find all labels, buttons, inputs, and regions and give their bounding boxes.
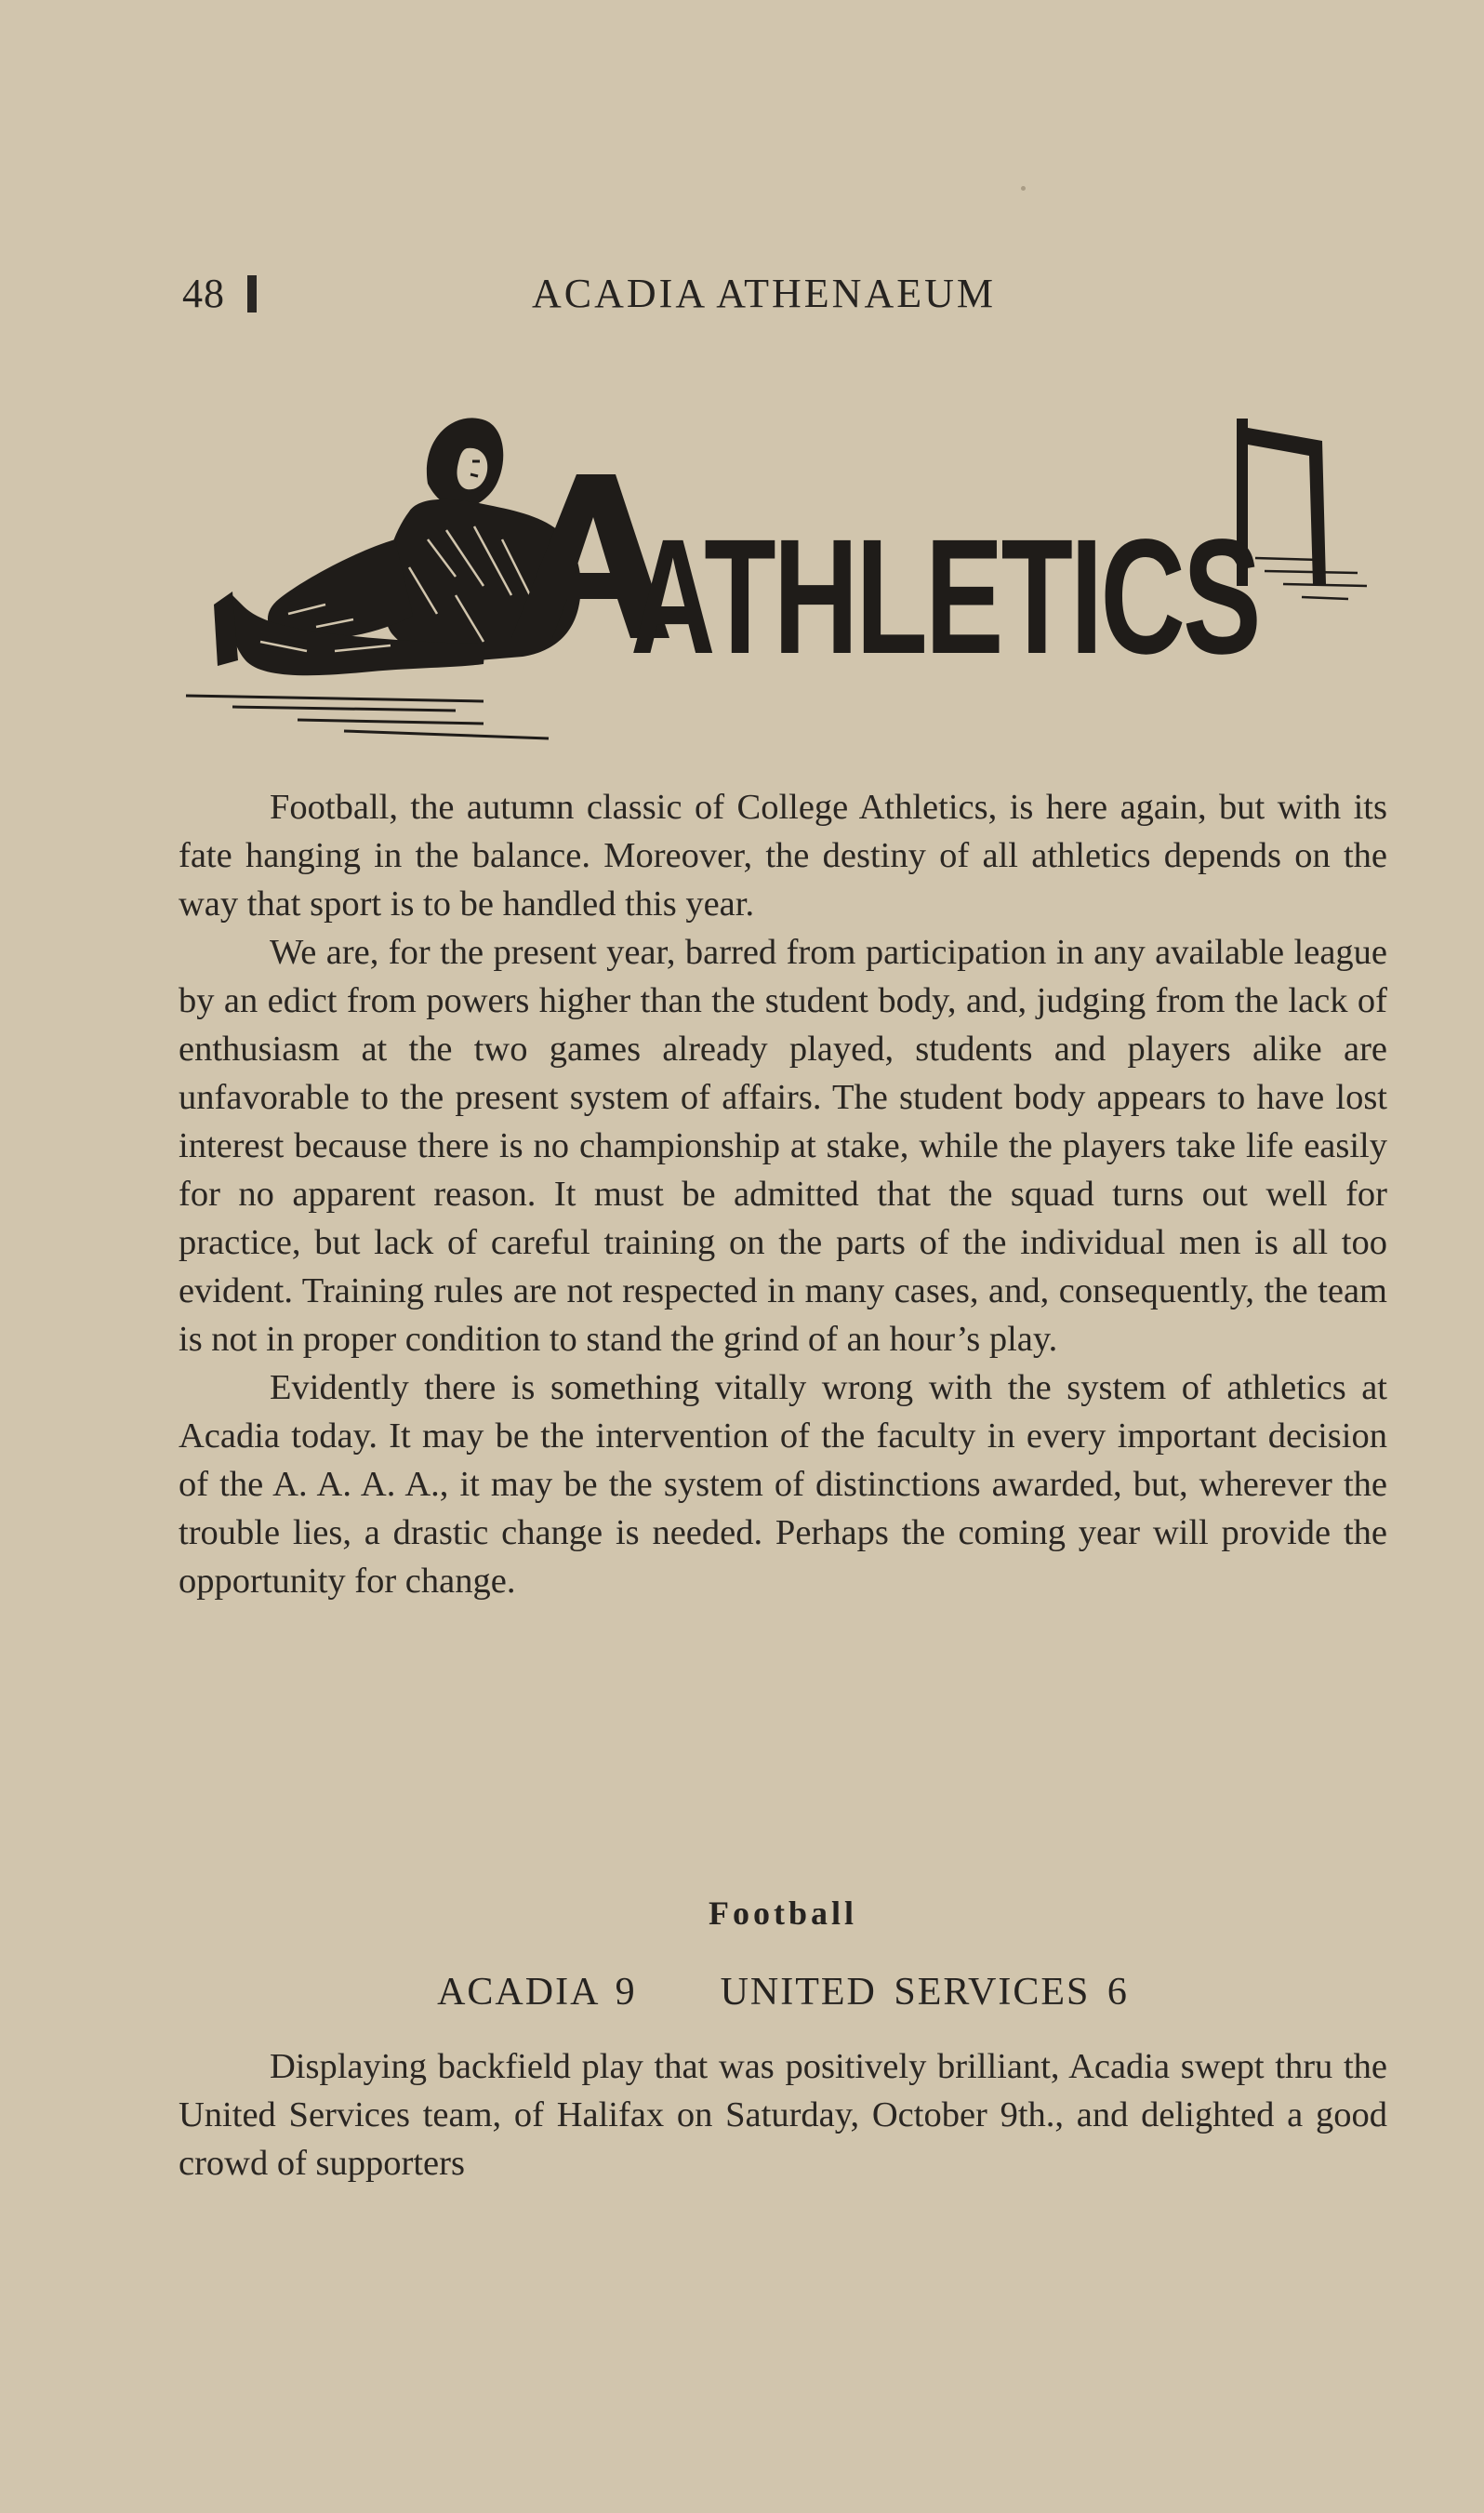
score-line xyxy=(179,1970,1387,2014)
running-head xyxy=(182,270,1391,326)
paper-speck xyxy=(1021,186,1026,191)
game-report-paragraph: Displaying backfield play that was positively brilliant, Acadia swept thru the United Services team, of Halifax on Saturday, October 9th., and delighted a good crowd of supporters xyxy=(179,2047,1387,2183)
away-team-score: UNITED SERVICES 6 xyxy=(720,1971,1129,2014)
athletics-heading: ATHLETICS xyxy=(630,506,1259,688)
home-team-score: ACADIA 9 xyxy=(437,1971,637,2014)
football-heading: Football xyxy=(708,1895,857,1932)
athletics-banner xyxy=(177,400,1385,753)
article-paragraph: We are, for the present year, barred from participation in any available league by an edict from powers higher than the student body, and, judging from the lack of enthusiasm at the two games already played, students and players alike are unfavorable to the present system of affairs. The student body appears to have lost interest because there is no championship at stake, while the players take life easily for no apparent reason. It must be admitted that the squad turns out well for practice, but lack of careful training on the parts of the individual men is all too evident. Training rules are not respected in many cases, and, consequently, the team is not in proper condition to stand the grind of an hour’s play. xyxy=(179,933,1387,1359)
page-number-rule xyxy=(247,275,257,312)
article-paragraph: Evidently there is something vitally wrong with the system of athletics at Acadia today. It may be the intervention of the faculty in every important decision of the A. A. A. A., it may be the system of distinctions awarded, but, wherever the trouble lies, a drastic change is needed. Perhaps the coming year will provide the opportunity for change. xyxy=(179,1368,1387,1601)
game-report xyxy=(179,2042,1387,2187)
page-number: 48 xyxy=(182,271,225,316)
article-body xyxy=(179,783,1387,1605)
article-paragraph: Football, the autumn classic of College Athletics, is here again, but with its fate hanging in the balance. Moreover, the destiny of all athletics depends on the way that sport is to be handled this year. xyxy=(179,788,1387,924)
journal-title: ACADIA ATHENAEUM xyxy=(532,271,996,316)
